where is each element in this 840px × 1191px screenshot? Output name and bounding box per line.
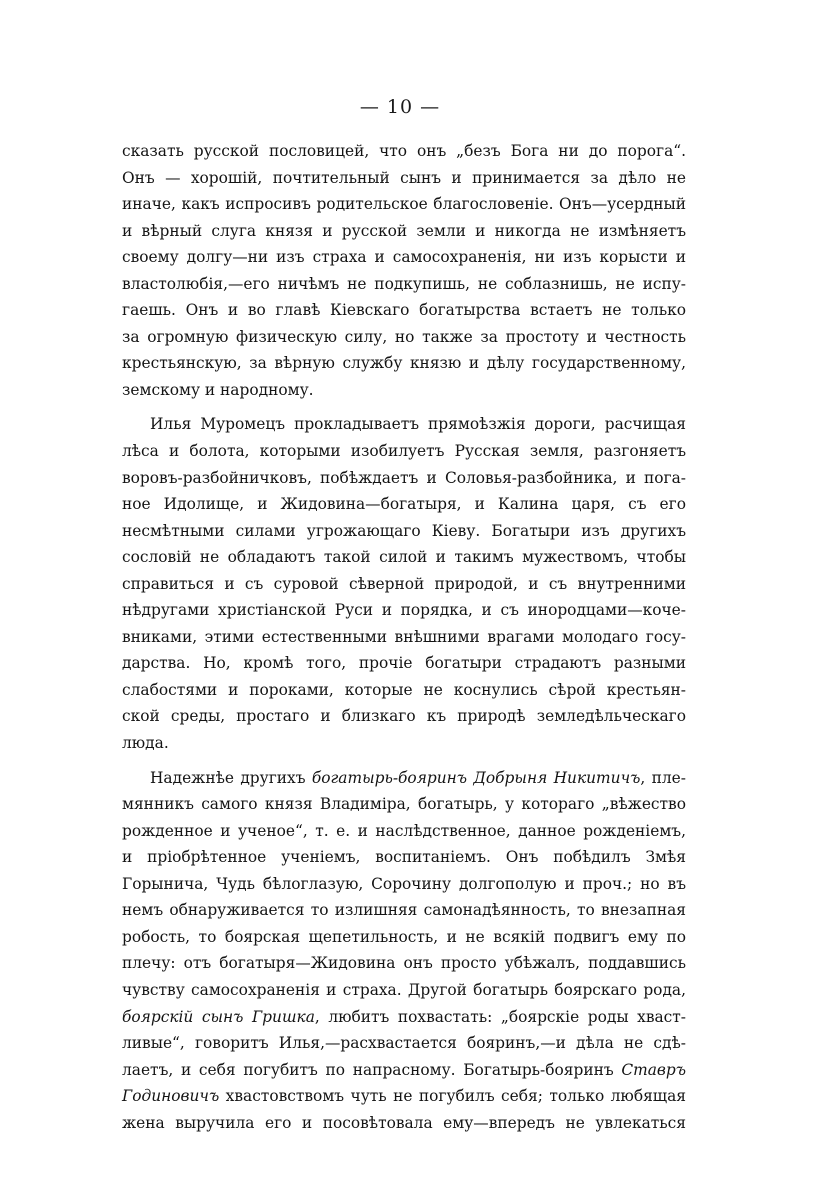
italic-name: богатырь-бояринъ Добрыня Никитичъ xyxy=(311,768,641,787)
text-line: люда. xyxy=(122,734,169,753)
text-line: нѣдругами христіанской Руси и порядка, и съ инородцами—коче- xyxy=(122,601,686,620)
body-text xyxy=(122,138,686,1136)
text-line: Горынича, Чудь бѣлоглазую, Сорочину долгополую и проч.; но въ xyxy=(122,874,686,893)
text-line: справиться и съ суровой сѣверной природой, и съ внутренними xyxy=(122,574,686,593)
text-line: за огромную физическую силу, но также за простоту и честность xyxy=(122,327,686,346)
text-line: чувству самосохраненія и страха. Другой богатырь боярскаго рода, xyxy=(122,980,686,999)
paragraph xyxy=(122,765,686,1137)
text-line: властолюбія,—его ничѣмъ не подкупишь, не соблазнишь, не испу- xyxy=(122,274,686,293)
text-line xyxy=(122,1004,686,1031)
text-line xyxy=(122,1083,686,1110)
text-run: лаетъ, и себя погубитъ по напрасному. Богатырь-бояринъ xyxy=(122,1060,622,1079)
text-line: вниками, этими естественными внѣшними врагами молодаго госу- xyxy=(122,627,686,646)
text-line: ской среды, простаго и близкаго къ природѣ земледѣльческаго xyxy=(122,707,686,726)
paragraph-gap xyxy=(122,403,686,411)
text-line: ливые“, говоритъ Илья,—расхвастается бояринъ,—и дѣла не сдѣ- xyxy=(122,1034,686,1053)
text-line: Онъ — хорошій, почтительный сынъ и принимается за дѣло не xyxy=(122,168,686,187)
italic-name: Ставръ xyxy=(621,1060,686,1079)
paragraph-gap xyxy=(122,757,686,765)
italic-name: Годиновичъ xyxy=(122,1087,220,1106)
paragraph xyxy=(122,411,686,756)
text-line: воровъ-разбойничковъ, побѣждаетъ и Соловья-разбойника, и пога- xyxy=(122,468,686,487)
text-line: земскому и народному. xyxy=(122,380,314,399)
text-run: , любитъ похвастать: „боярскіе роды хваст- xyxy=(314,1007,686,1026)
text-line: несмѣтными силами угрожающаго Кіеву. Богатыри изъ другихъ xyxy=(122,521,686,540)
text-line: рожденное и ученое“, т. е. и наслѣдственное, данное рожденіемъ, xyxy=(122,821,686,840)
text-line: крестьянскую, за вѣрную службу князю и дѣлу государственному, xyxy=(122,354,686,373)
text-line: дарства. Но, кромѣ того, прочіе богатыри страдаютъ разными xyxy=(122,654,686,673)
text-line: сословій не обладаютъ такой силой и такимъ мужествомъ, чтобы xyxy=(122,548,686,567)
italic-name: боярскій сынъ Гришка xyxy=(122,1007,315,1026)
text-line: немъ обнаруживается то излишняя самонадѣянность, то внезапная xyxy=(122,901,686,920)
text-run: , пле- xyxy=(640,768,686,787)
text-line: своему долгу—ни изъ страха и самосохраненія, ни изъ корысти и xyxy=(122,248,686,267)
text-line: ное Идолище, и Жидовина—богатыря, и Калина царя, съ его xyxy=(122,495,686,514)
text-line: и пріобрѣтенное ученіемъ, воспитаніемъ. Онъ побѣдилъ Змѣя xyxy=(122,848,686,867)
text-line: Илья Муромецъ прокладываетъ прямоѣзжія дороги, расчищая xyxy=(150,415,686,434)
text-line: лѣса и болота, которыми изобилуетъ Русская земля, разгоняетъ xyxy=(122,442,686,461)
paragraph xyxy=(122,138,686,403)
text-line: жена выручила его и посовѣтовала ему—впередъ не увлекаться xyxy=(122,1113,686,1132)
text-line: мянникъ самого князя Владиміра, богатырь, у котораго „вѣжество xyxy=(122,795,686,814)
text-line xyxy=(122,765,686,792)
text-line xyxy=(122,1057,686,1084)
text-line: гаешь. Онъ и во главѣ Кіевскаго богатырства встаетъ не только xyxy=(122,301,686,320)
text-run: Надежнѣе другихъ xyxy=(150,768,312,787)
text-line: робость, то боярская щепетильность, и не всякій подвигъ ему по xyxy=(122,927,686,946)
text-line: и вѣрный слуга князя и русской земли и никогда не измѣняетъ xyxy=(122,221,686,240)
text-run: хвастовствомъ чуть не погубилъ себя; только любящая xyxy=(219,1087,686,1106)
text-line: сказать русской пословицей, что онъ „безъ Бога ни до порога“. xyxy=(122,142,686,160)
text-line: плечу: отъ богатыря—Жидовина онъ просто убѣжалъ, поддавшись xyxy=(122,954,686,973)
text-line: слабостями и пороками, которые не коснулись сѣрой крестьян- xyxy=(122,680,686,699)
text-line: иначе, какъ испросивъ родительское благословеніе. Онъ—усердный xyxy=(122,195,686,214)
page-number: — 10 — xyxy=(359,96,441,118)
